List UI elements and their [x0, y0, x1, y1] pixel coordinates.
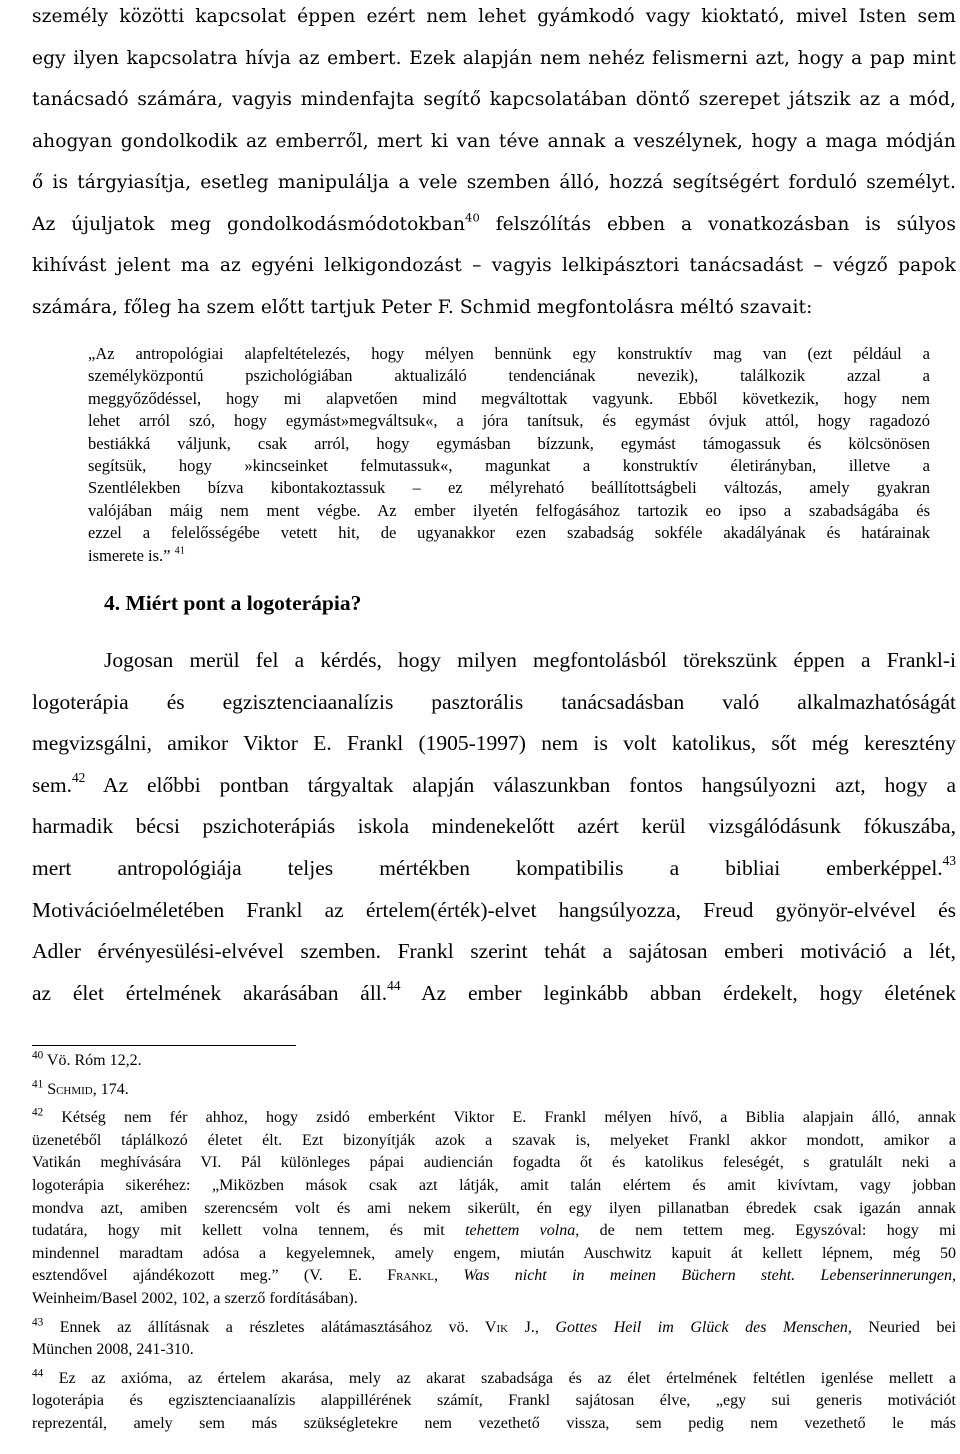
quote-line: lehet arról szó, hogy egymást»megváltsuk«, a jóra tanítsuk, és egymást óvjuk attól, hogy ragadozó [88, 411, 930, 431]
quote-line: Szentlélekben bízva kibontakoztassuk – ez mélyreható beállítottságbeli változás, amely gyakran [88, 478, 930, 498]
footnote-text: Ez az axióma, az értelem akarása, mely az akarat szabadsága és az élet értelmének feltétlen igenlése mellett a [43, 1369, 956, 1387]
text-span: Az újuljatok meg gondolkodásmódotokban [32, 213, 466, 235]
text-line: Motivációelméletében Frankl az értelem(érték)-elvet hangsúlyozza, Freud gyönyör-elvével és [32, 897, 956, 922]
block-quote [88, 343, 930, 567]
text-line: ahogyan gondolkodik az emberről, mert ki van téve annak a veszélynek, hogy a maga módján [32, 130, 956, 152]
text-line: egy ilyen kapcsolatra hívja az embert. Ezek alapján nem nehéz felismerni azt, hogy a pap mint [32, 47, 956, 69]
text-line: számára, főleg ha szem előtt tartjuk Peter F. Schmid megfontolásra méltó szavait: [32, 296, 813, 318]
footnote-line: logoterápia sikeréhez: „Miközben mások csak azt látják, amit talán elértem és amit kivívtam, vagy jobban [32, 1176, 956, 1194]
quote-line: valójában máig nem ment végbe. Az ember ilyetén felfogásához tartozik eo ipso a szabadságába és [88, 500, 930, 520]
text-span: , [433, 1267, 464, 1285]
section-heading: 4. Miért pont a logoterápia? [104, 591, 362, 615]
intro-paragraph [32, 0, 956, 328]
author-name: Frankl [387, 1267, 434, 1285]
footnote-number: 43 [32, 1315, 44, 1328]
author-name: Schmid [47, 1080, 93, 1098]
footnote-line [32, 1265, 956, 1288]
footnote-ref[interactable]: 42 [72, 769, 86, 785]
text-line: megvizsgálni, amikor Viktor E. Frankl (1905-1997) nem is volt katolikus, sőt még keresztény [32, 731, 956, 756]
footnote-number: 44 [32, 1367, 44, 1379]
footnote-line: reprezentál, amely sem más szükségletekre nem vezethető vissza, sem pedig nem vezethető le más [32, 1414, 956, 1432]
footnote-ref[interactable]: 44 [387, 977, 401, 993]
footnote-line: Weinheim/Basel 2002, 102, a szerző fordításában). [32, 1289, 358, 1307]
text-line [32, 973, 956, 1015]
text-line [32, 204, 956, 246]
footnote-line: logoterápia és egzisztenciaanalízis alappillérének számít, Frankl sajátosan élve, „egy sui generis motivációt [32, 1392, 956, 1410]
quote-line: „Az antropológiai alapfeltételezés, hogy mélyen bennünk egy konstruktív mag van (ezt például a [88, 344, 930, 363]
footnote-number: 41 [32, 1077, 44, 1090]
footnote-40 [32, 1050, 956, 1073]
text-line [32, 765, 956, 807]
footnote-text: Vö. Róm 12,2. [43, 1052, 142, 1069]
body-paragraph [32, 640, 956, 1014]
italic-text: tehettem volna [465, 1222, 576, 1240]
text-span: felszólítás ebben a vonatkozásban is súlyos [479, 213, 956, 235]
quote-line: ezzel a felelősségébe vetett hit, de ugyanakkor ezen szabadság sokféle akadályának és határainak [88, 523, 930, 543]
text-span: Neuried bei [851, 1318, 957, 1336]
text-line [32, 848, 956, 890]
text-span: Az előbbi pontban tárgyaltak alapján válaszunkban fontos hangsúlyozni azt, hogy a [85, 772, 956, 797]
footnote-42 [32, 1107, 956, 1310]
footnote-line [32, 1317, 956, 1340]
footnotes [32, 1050, 956, 1442]
footnote-43 [32, 1317, 956, 1362]
text-span: Az ember leginkább abban érdekelt, hogy életének [400, 980, 956, 1005]
book-title: Was nicht in meinen Büchern steht. Lebenserinnerungen, [463, 1267, 957, 1285]
footnote-ref[interactable]: 43 [942, 852, 956, 868]
footnote-line: mondva azt, amiben szerencsém volt és ami nekem sikerült, én egy ilyen pillanatban ébredek csak igazán annak [32, 1199, 956, 1217]
text-span: Ennek az állításnak a részletes alátámasztásához vö. V [43, 1318, 497, 1336]
footnote-line: München 2008, 241-310. [32, 1341, 194, 1359]
footnote-text: , 174. [92, 1080, 129, 1098]
text-line: harmadik bécsi pszichoterápiás iskola mindenekelőtt azért kerül vizsgálódásunk fókuszába, [32, 814, 956, 839]
footnote-44 [32, 1368, 956, 1436]
footnote-line: mindennel maradtam adósa a kegyelemnek, amely engem, miután Auschwitz kapuit át kellett lépnem, még 50 [32, 1244, 956, 1262]
text-span: tudatára, hogy mit kellett volna tennem, és mit [32, 1222, 466, 1240]
footnote-ref[interactable]: 41 [174, 544, 185, 556]
footnote-41 [32, 1079, 956, 1102]
footnote-line [32, 1368, 956, 1391]
quote-line: segítsük, hogy »kincseinket felmutassuk«, magunkat a konstruktív életirányban, illetve a [88, 456, 930, 476]
footnote-line [32, 1220, 956, 1243]
footnote-line [32, 1107, 956, 1130]
text-line: kihívást jelent ma az egyéni lelkigondozást – vagyis lelkipásztori tanácsadást – végző papok [32, 255, 956, 276]
footnote-number: 42 [32, 1106, 44, 1119]
footnote-line [32, 1050, 956, 1073]
author-name: ik [496, 1318, 509, 1336]
footnote-line: üzenetéből táplálkozó életet élt. Ezt bizonyítják azok a szavak is, melyeket Frankl akkor mondott, amikor a [32, 1131, 956, 1149]
quote-line: meggyőződéssel, hogy mi alapvetően mind megváltottak vagyunk. Ebből következik, hogy nem [88, 388, 930, 408]
footnote-line: Vatikán meghívására VI. Pál különleges pápai audiencián fogadta őt és katolikus feleségét, s gratulált neki a [32, 1154, 956, 1172]
text-line: személy közötti kapcsolat éppen ezért nem lehet gyámkodó vagy kioktató, mivel Isten sem [32, 6, 956, 27]
text-line: logoterápia és egzisztenciaanalízis pasztorális tanácsadásban való alkalmazhatóságát [32, 689, 956, 714]
text-span: sem. [32, 772, 73, 797]
footnote-number: 40 [32, 1049, 44, 1062]
text-span: az élet értelmének akarásában áll. [32, 980, 388, 1005]
text-line: Jogosan merül fel a kérdés, hogy milyen megfontolásból törekszünk éppen a Frankl-i [104, 648, 956, 672]
text-span: esztendővel ajándékozott meg.” (V. E. [32, 1267, 388, 1285]
quote-line [88, 545, 930, 567]
text-span: ismerete is.” [88, 545, 171, 565]
quote-line: bestiákká váljunk, csak arról, hogy egymásban bízzunk, egymást támogassuk és kölcsönösen [88, 433, 930, 453]
footnote-line [32, 1079, 956, 1102]
footnote-ref[interactable]: 40 [465, 209, 480, 224]
text-line: ő is tárgyiasítja, esetleg manipulálja a vele szemben álló, hozzá segítségért forduló személyt. [32, 172, 956, 193]
footnote-text: Kétség nem fér ahhoz, hogy zsidó emberként Viktor E. Frankl mélyen hívő, a Biblia alapjain álló, annak [43, 1109, 956, 1127]
text-line: Adler érvényesülési-elvével szemben. Frankl szerint tehát a sajátosan emberi motiváció a lét, [32, 939, 956, 964]
text-line: tanácsadó számára, vagyis mindenfajta segítő kapcsolatában döntő szerepet játszik az a mód, [32, 89, 956, 110]
footnote-divider [32, 1045, 296, 1046]
quote-line: személyközpontú pszichológiában aktualizáló tendenciának nevezik), találkozik azzal a [88, 366, 930, 386]
book-title: Gottes Heil im Glück des Menschen, [555, 1318, 852, 1336]
text-span: , de nem tettem meg. Egyszóval: hogy mi [575, 1222, 956, 1240]
text-span: J., [508, 1318, 556, 1336]
text-span: mert antropológiája teljes mértékben kompatibilis a bibliai emberképpel. [32, 855, 943, 880]
